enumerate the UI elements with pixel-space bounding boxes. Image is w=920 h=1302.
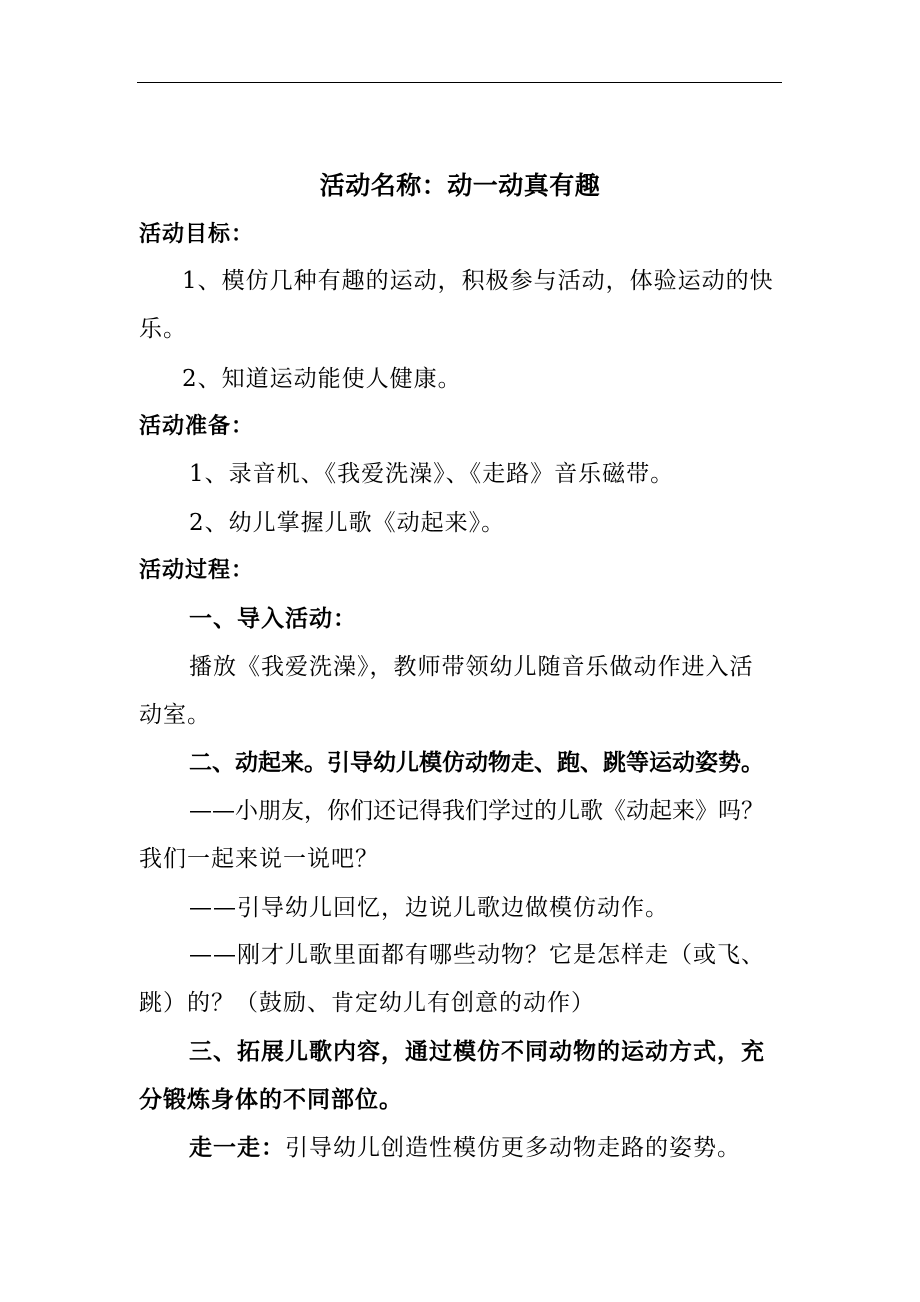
step-1-text: 播放《我爱洗澡》，教师带领幼儿随音乐做动作进入活	[189, 654, 754, 680]
process-heading: 活动过程：	[139, 557, 255, 583]
step-1-text-continued: 动室。	[139, 702, 211, 728]
step-2-question-3-continued: 跳）的？（鼓励、肯定幼儿有创意的动作）	[139, 990, 595, 1016]
goal-heading: 活动目标：	[139, 221, 255, 247]
document-title: 活动名称：动一动真有趣	[319, 171, 601, 200]
step-2-question-1-continued: 我们一起来说一说吧？	[139, 846, 379, 872]
step-2-question-1: ——小朋友，你们还记得我们学过的儿歌《动起来》吗？	[189, 798, 764, 824]
step-2-question-3: ——刚才儿歌里面都有哪些动物？它是怎样走（或飞、	[189, 942, 765, 968]
walk-activity	[189, 1133, 741, 1163]
walk-label: 走一走：	[189, 1134, 285, 1161]
step-2-question-2: ——引导幼儿回忆，边说儿歌边做模仿动作。	[189, 895, 669, 921]
walk-text: 引导幼儿创造性模仿更多动物走路的姿势。	[285, 1135, 741, 1161]
header-rule	[137, 82, 782, 83]
prep-item-1: 1、录音机、《我爱洗澡》、《走路》音乐磁带。	[189, 461, 675, 487]
step-3-heading: 三、拓展儿歌内容，通过模仿不同动物的运动方式，充	[189, 1038, 765, 1065]
goal-item-2: 2、知道运动能使人健康。	[182, 366, 462, 392]
step-3-heading-continued: 分锻炼身体的不同部位。	[139, 1086, 403, 1113]
goal-item-1: 1、模仿几种有趣的运动，积极参与活动，体验运动的快	[182, 268, 774, 294]
step-1-heading: 一、导入活动：	[189, 605, 357, 632]
prep-heading: 活动准备：	[139, 413, 255, 439]
prep-item-2: 2、幼儿掌握儿歌《动起来》。	[189, 510, 506, 536]
step-2-heading: 二、动起来。引导幼儿模仿动物走、跑、跳等运动姿势。	[189, 749, 764, 776]
goal-item-1-continued: 乐。	[139, 316, 187, 342]
